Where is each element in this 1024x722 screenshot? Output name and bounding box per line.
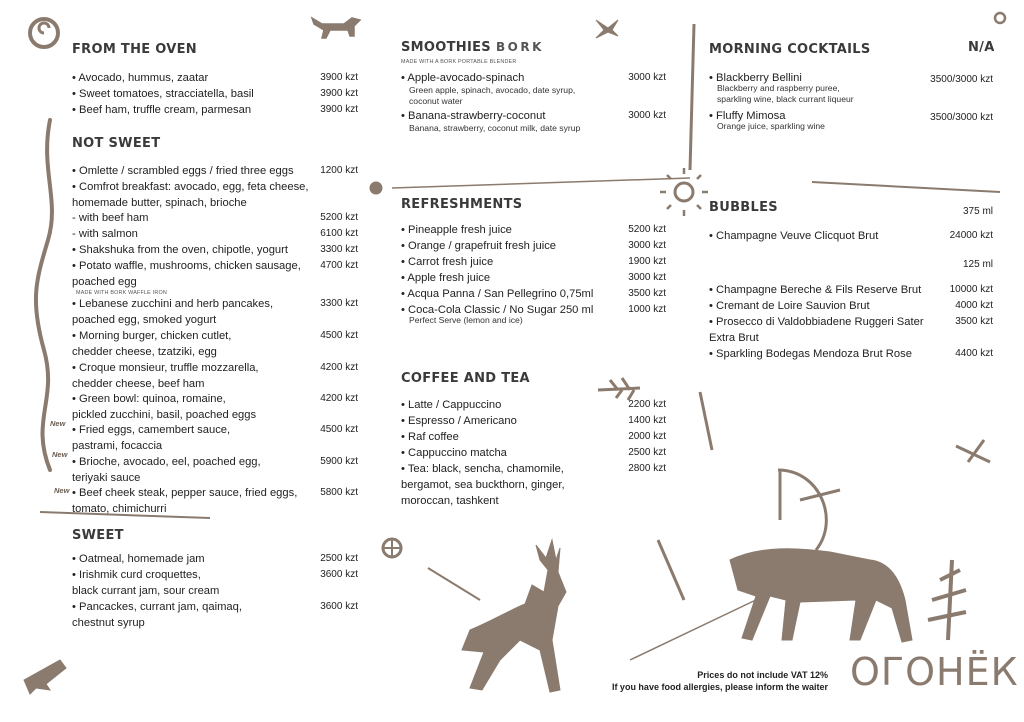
menu-item-name: • Champagne Veuve Clicquot Brut — [709, 230, 879, 242]
menu-item-price: 3000 kzt — [628, 110, 666, 121]
menu-item-price: 24000 kzt — [949, 230, 993, 241]
menu-item-name: • Fluffy Mimosa — [709, 110, 786, 122]
menu-item-price: 6100 kzt — [320, 228, 358, 239]
menu-item-price: 3500 kzt — [955, 316, 993, 327]
menu-item-price: 3900 kzt — [320, 72, 358, 83]
allergy-note: If you have food allergies, please inform the waiter — [611, 682, 828, 692]
menu-item-name: • Acqua Panna / San Pellegrino 0,75ml — [401, 288, 594, 300]
glass-size-125: 125 ml — [962, 259, 993, 270]
menu-item-name: moroccan, tashkent — [401, 495, 499, 507]
spiral-small-icon — [995, 13, 1005, 23]
section-title-morning-cocktails: MORNING COCKTAILS — [709, 42, 871, 57]
menu-item-price: 5800 kzt — [320, 487, 358, 498]
menu-item-name: chestnut syrup — [72, 617, 145, 629]
menu-item-name: • Brioche, avocado, eel, poached egg, — [72, 456, 261, 468]
menu-item-name: • Raf coffee — [401, 431, 459, 443]
cross-glyph-icon — [956, 440, 990, 462]
menu-item-name: poached egg, smoked yogurt — [72, 314, 217, 326]
menu-item-price: 1900 kzt — [628, 256, 666, 267]
line-glyph-icon — [690, 24, 694, 170]
menu-item-name: • Morning burger, chicken cutlet, — [72, 330, 232, 342]
line-glyph-icon — [630, 598, 760, 660]
menu-item-name: • Beef cheek steak, pepper sauce, fried eggs, — [72, 487, 298, 499]
menu-item-name: • Cremant de Loire Sauvion Brut — [709, 300, 870, 312]
menu-item-description: sparkling wine, black currant liqueur — [717, 94, 854, 104]
blender-note: MADE WITH A BORK PORTABLE BLENDER — [401, 59, 517, 65]
waffle-iron-note: MADE WITH BORK WAFFLE IRON — [76, 290, 167, 296]
menu-item-name: • Blackberry Bellini — [709, 72, 802, 84]
menu-item-name: • Sparkling Bodegas Mendoza Brut Rose — [709, 348, 912, 360]
menu-item-name: • Latte / Cappuccino — [401, 399, 502, 411]
menu-item-name: • Omlette / scrambled eggs / fried three eggs — [72, 165, 294, 177]
spiral-icon — [30, 19, 58, 47]
menu-item-name: black currant jam, sour cream — [72, 585, 220, 597]
menu-item-name: chedder cheese, tzatziki, egg — [72, 346, 217, 358]
animal-glyph-icon — [312, 18, 360, 38]
bottle-size-375: 375 ml — [962, 206, 993, 217]
line-glyph-icon — [428, 568, 480, 600]
menu-item-price: 10000 kzt — [949, 284, 993, 295]
menu-item-name: tomato, chimichurri — [72, 503, 167, 515]
menu-item-price: 3000 kzt — [628, 72, 666, 83]
line-glyph-icon — [392, 178, 690, 188]
menu-item-name: • Apple fresh juice — [401, 272, 491, 284]
menu-item-name: teriyaki sauce — [72, 472, 141, 484]
menu-item-price: 3500/3000 kzt — [930, 74, 993, 85]
menu-item-name: • Oatmeal, homemade jam — [72, 553, 205, 565]
menu-item-price: 3500/3000 kzt — [930, 112, 993, 123]
menu-item-price: 4500 kzt — [320, 424, 358, 435]
menu-item-name: • Champagne Bereche & Fils Reserve Brut — [709, 284, 922, 296]
menu-item-name: bergamot, sea buckthorn, ginger, — [401, 479, 565, 491]
menu-item-name: • Prosecco di Valdobbiadene Ruggeri Sater — [709, 316, 924, 328]
na-label: N/A — [968, 40, 995, 55]
menu-item-price: 4200 kzt — [320, 393, 358, 404]
menu-item-description: coconut water — [409, 96, 463, 106]
menu-item-price: 3600 kzt — [320, 601, 358, 612]
section-title-sweet: SWEET — [72, 528, 124, 543]
spear-glyph-icon — [700, 392, 712, 450]
menu-item-name: • Apple-avocado-spinach — [401, 72, 525, 84]
menu-item-price: 5200 kzt — [320, 212, 358, 223]
menu-item-description: Banana, strawberry, coconut milk, date syrup — [409, 123, 581, 133]
section-title-smoothies: SMOOTHIES — [401, 40, 491, 55]
menu-item-price: 5900 kzt — [320, 456, 358, 467]
vat-note: Prices do not include VAT 12% — [697, 670, 828, 680]
menu-item-name: • Potato waffle, mushrooms, chicken sausage, — [72, 260, 301, 272]
menu-item-price: 3000 kzt — [628, 240, 666, 251]
menu-item-price: 2200 kzt — [628, 399, 666, 410]
menu-item-name: • Pineapple fresh juice — [401, 224, 512, 236]
menu-item-price: 3900 kzt — [320, 104, 358, 115]
menu-item-name: • Comfrot breakfast: avocado, egg, feta cheese, — [72, 181, 309, 193]
section-title-refreshments: REFRESHMENTS — [401, 197, 523, 212]
line-glyph-icon — [812, 182, 1000, 192]
sun-icon — [660, 168, 708, 216]
menu-item-price: 5200 kzt — [628, 224, 666, 235]
menu-item-name: pastrami, focaccia — [72, 440, 163, 452]
menu-item-price: 4400 kzt — [955, 348, 993, 359]
lizard-icon — [24, 660, 66, 694]
section-title-coffee-and-tea: COFFEE AND TEA — [401, 371, 530, 386]
menu-item-description: Orange juice, sparkling wine — [717, 121, 825, 131]
menu-item-price: 1400 kzt — [628, 415, 666, 426]
menu-item-description: Green apple, spinach, avocado, date syrup, — [409, 85, 576, 95]
tree-icon — [928, 560, 966, 640]
menu-item-name: • Irishmik curd croquettes, — [72, 569, 201, 581]
menu-item-name: • Lebanese zucchini and herb pancakes, — [72, 298, 274, 310]
menu-item-name: - with salmon — [72, 228, 138, 240]
bow-icon — [778, 470, 840, 550]
new-badge: New — [52, 450, 68, 459]
menu-item-price: 4200 kzt — [320, 362, 358, 373]
perfect-serve-note: Perfect Serve (lemon and ice) — [409, 315, 523, 325]
menu-item-price: 4700 kzt — [320, 260, 358, 271]
menu-item-name: • Croque monsieur, truffle mozzarella, — [72, 362, 259, 374]
menu-item-name: - with beef ham — [72, 212, 149, 224]
wheel-icon — [383, 539, 401, 557]
menu-item-name: • Fried eggs, camembert sauce, — [72, 424, 231, 436]
menu-item-name: poached egg — [72, 276, 137, 288]
menu-item-price: 1000 kzt — [628, 304, 666, 315]
menu-item-price: 3600 kzt — [320, 569, 358, 580]
menu-item-price: 3300 kzt — [320, 298, 358, 309]
menu-item-price: 1200 kzt — [320, 165, 358, 176]
menu-item-price: 2800 kzt — [628, 463, 666, 474]
bork-brand-logo: BORK — [496, 40, 544, 54]
snake-glyph-icon — [36, 120, 52, 470]
menu-item-name: • Carrot fresh juice — [401, 256, 494, 268]
menu-item-price: 3500 kzt — [628, 288, 666, 299]
menu-item-name: • Espresso / Americano — [401, 415, 517, 427]
menu-item-price: 2500 kzt — [628, 447, 666, 458]
menu-item-name: • Green bowl: quinoa, romaine, — [72, 393, 226, 405]
menu-item-name: Extra Brut — [709, 332, 759, 344]
menu-item-price: 4500 kzt — [320, 330, 358, 341]
menu-item-name: • Tea: black, sencha, chamomile, — [401, 463, 564, 475]
menu-item-price: 3900 kzt — [320, 88, 358, 99]
menu-item-name: • Coca-Cola Classic / No Sugar 250 ml — [401, 304, 594, 316]
menu-item-price: 2000 kzt — [628, 431, 666, 442]
menu-item-name: • Beef ham, truffle cream, parmesan — [72, 104, 252, 116]
menu-item-name: chedder cheese, beef ham — [72, 378, 205, 390]
bird-icon — [596, 20, 618, 38]
menu-item-name: • Orange / grapefruit fresh juice — [401, 240, 557, 252]
dot-glyph-icon — [370, 182, 382, 194]
menu-item-name: • Sweet tomatoes, stracciatella, basil — [72, 88, 254, 100]
menu-item-description: Blackberry and raspberry puree, — [717, 83, 840, 93]
menu-item-name: • Pancackes, currant jam, qaimaq, — [72, 601, 242, 613]
menu-item-name: • Shakshuka from the oven, chipotle, yogurt — [72, 244, 288, 256]
menu-item-price: 3300 kzt — [320, 244, 358, 255]
new-badge: New — [54, 486, 70, 495]
section-title-not-sweet: NOT SWEET — [72, 136, 161, 151]
line-glyph-icon — [658, 540, 684, 600]
deer-icon — [462, 540, 566, 692]
section-title-from-the-oven: FROM THE OVEN — [72, 42, 197, 57]
menu-item-name: • Avocado, hummus, zaatar — [72, 72, 209, 84]
menu-item-name: homemade butter, spinach, brioche — [72, 197, 247, 209]
menu-item-price: 3000 kzt — [628, 272, 666, 283]
new-badge: New — [50, 419, 66, 428]
menu-item-price: 4000 kzt — [955, 300, 993, 311]
menu-item-name: pickled zucchini, basil, poached eggs — [72, 409, 257, 421]
menu-item-price: 2500 kzt — [320, 553, 358, 564]
restaurant-logo: ОГОНЁК — [850, 650, 1019, 694]
section-title-bubbles: BUBBLES — [709, 200, 778, 215]
menu-item-name: • Banana-strawberry-coconut — [401, 110, 546, 122]
rider-archer-icon — [730, 549, 912, 642]
menu-item-name: • Cappuccino matcha — [401, 447, 507, 459]
